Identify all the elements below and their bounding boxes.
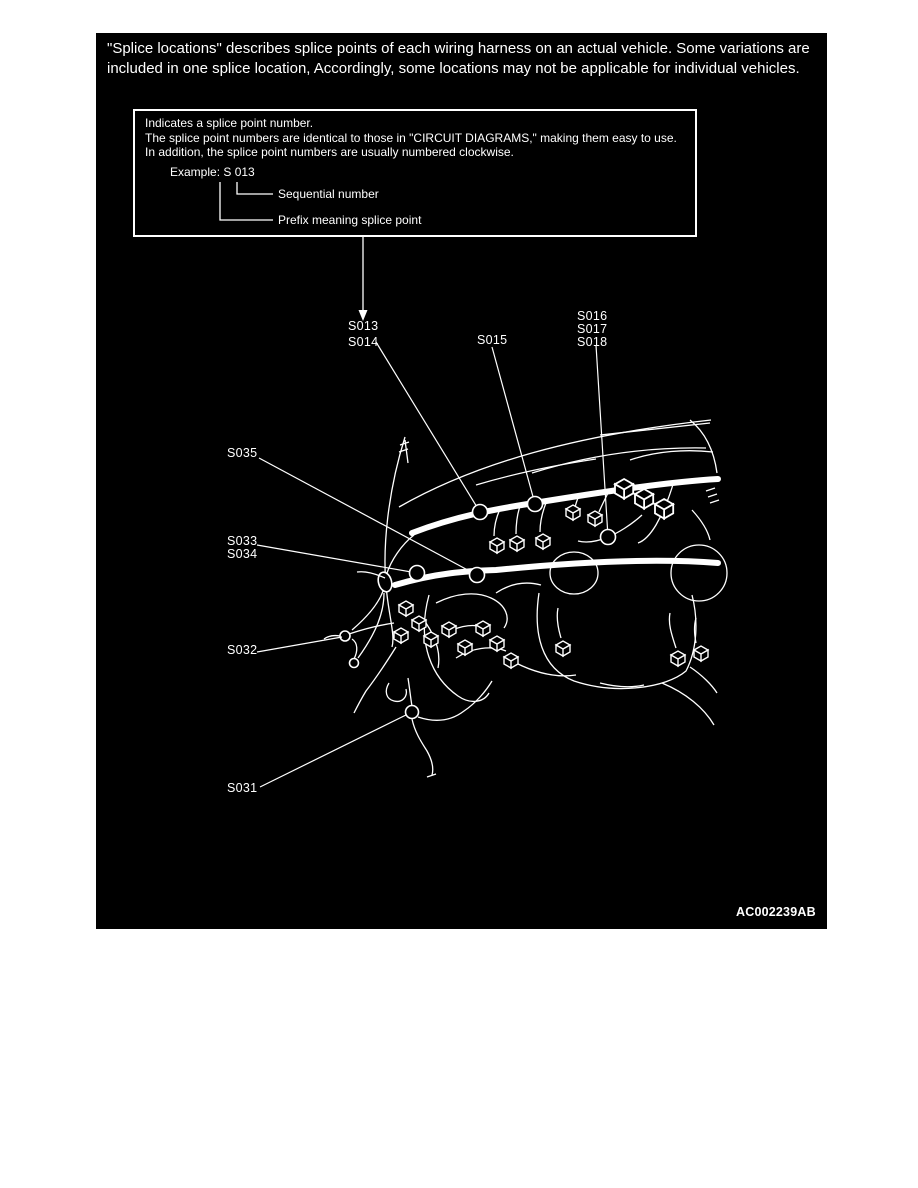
info-box-line-2: The splice point numbers are identical to those in "CIRCUIT DIAGRAMS," making them easy to use.	[145, 130, 677, 145]
wiring-diagram-illustration	[96, 33, 827, 929]
example-callout-lines	[220, 182, 273, 220]
info-box-line-1: Indicates a splice point number.	[145, 116, 314, 130]
splice-label-s032: S032	[227, 643, 258, 657]
info-box-line-3: In addition, the splice point numbers are usually numbered clockwise.	[145, 145, 514, 159]
splice-label-s018: S018	[577, 335, 608, 349]
splice-label-s033: S033	[227, 534, 258, 548]
splice-locations-panel	[96, 33, 827, 929]
intro-line-2: included in one splice location, Accordingly, some locations may not be applicable for individual vehicles.	[107, 60, 800, 77]
intro-line-1: "Splice locations" describes splice points of each wiring harness on an actual vehicle. Some variations are	[107, 40, 810, 57]
splice-point-circles	[406, 497, 616, 719]
splice-label-s035: S035	[227, 446, 258, 460]
splice-label-s014: S014	[348, 335, 379, 349]
splice-label-s016: S016	[577, 309, 608, 323]
figure-code: AC002239AB	[736, 905, 816, 919]
splice-label-s034: S034	[227, 547, 258, 561]
splice-label-s015: S015	[477, 333, 508, 347]
callout-sequential-label: Sequential number	[278, 187, 379, 201]
pointer-arrow	[359, 237, 368, 321]
splice-label-s013: S013	[348, 319, 379, 333]
dashboard-line-art	[324, 420, 727, 777]
splice-label-s031: S031	[227, 781, 258, 795]
splice-label-s017: S017	[577, 322, 608, 336]
callout-prefix-label: Prefix meaning splice point	[278, 213, 422, 227]
example-label: Example: S 013	[170, 165, 255, 179]
